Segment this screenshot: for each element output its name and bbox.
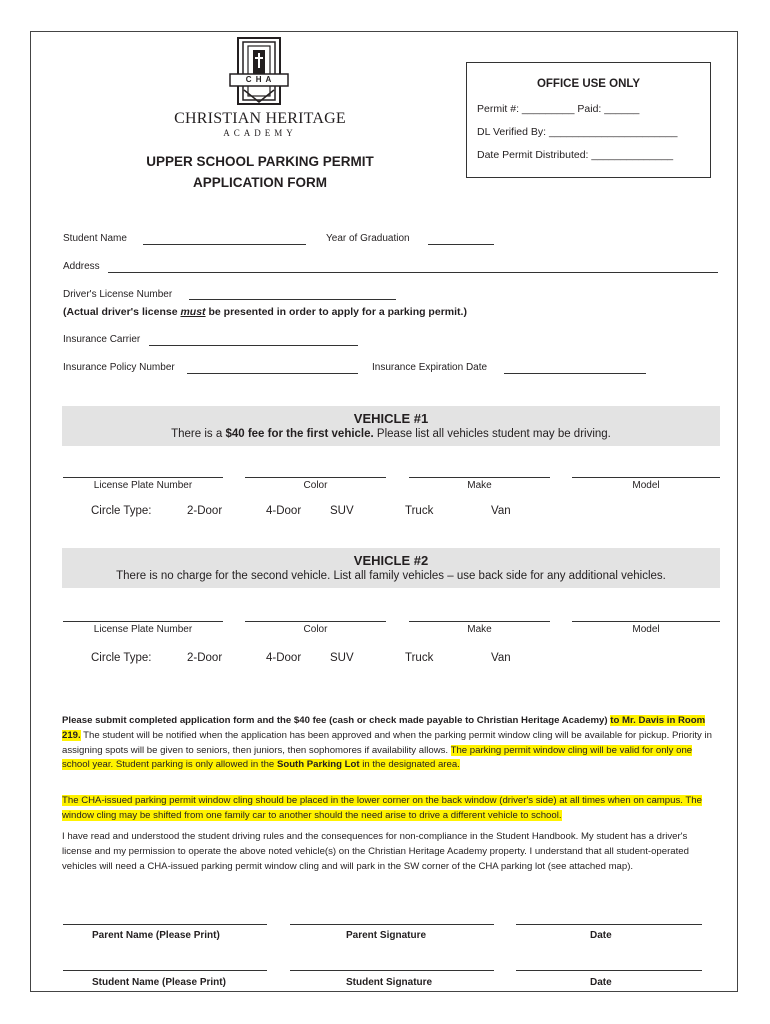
instr-p1-bold: Please submit completed application form and the $40 fee (cash or check made payable to Christian Heritage Academy) — [62, 715, 611, 726]
policy-field[interactable] — [187, 373, 358, 374]
vehicle1-title: VEHICLE #1 — [353, 411, 429, 426]
parent-signature-label: Parent Signature — [346, 930, 427, 941]
instructions-paragraph-3: I have read and understood the student driving rules and the consequences for non-compliance in the Student Handbook. My student has a driver's license and my permission to operate the above noted vehicle(s) on the Christian Heritage Academy property. I understand that all student-operated vehicles will need a CHA-issued parking permit window cling and will park in the SW corner of the CHA parking lot (see attached map). — [62, 831, 689, 872]
license-field[interactable] — [189, 299, 396, 300]
v1-option-van[interactable]: Van — [491, 505, 511, 517]
form-title — [90, 151, 430, 193]
vehicle1-band — [62, 406, 720, 446]
v1-option-4door[interactable]: 4-Door — [266, 505, 302, 517]
instructions-paragraph-2 — [62, 794, 712, 824]
v2-model-label: Model — [632, 624, 660, 635]
vehicle1-subtitle — [62, 428, 720, 440]
v2-option-4door[interactable]: 4-Door — [266, 652, 302, 664]
student-date-field[interactable] — [516, 970, 702, 971]
vehicle1-sub-a: There is a — [171, 428, 226, 440]
form-title-line1: UPPER SCHOOL PARKING PERMIT — [146, 154, 374, 169]
license-note-a: (Actual driver's license — [63, 306, 181, 318]
cha-logo-icon — [224, 36, 294, 106]
v1-model-field[interactable] — [572, 477, 720, 478]
vehicle2-band — [62, 548, 720, 588]
carrier-field[interactable] — [149, 345, 358, 346]
v1-circle-type-label: Circle Type: — [91, 505, 152, 517]
policy-label: Insurance Policy Number — [63, 362, 175, 373]
address-label: Address — [63, 261, 100, 272]
v1-option-truck[interactable]: Truck — [405, 505, 434, 517]
v2-option-van[interactable]: Van — [491, 652, 511, 664]
parent-name-label: Parent Name (Please Print) — [92, 930, 220, 941]
carrier-label: Insurance Carrier — [63, 334, 141, 345]
v1-option-2door[interactable]: 2-Door — [187, 505, 223, 517]
instr-p2-hl: The CHA-issued parking permit window cling should be placed in the lower corner on the back window (driver's side) at all times when on campus. The window cling may be shifted from one family car to another should the need arise to drive a different vehicle to school. — [62, 795, 702, 821]
instructions-paragraph-1 — [62, 714, 712, 773]
form-title-line2: APPLICATION FORM — [193, 175, 327, 190]
v1-color-field[interactable] — [245, 477, 386, 478]
v1-plate-field[interactable] — [63, 477, 223, 478]
v1-plate-label: License Plate Number — [93, 480, 193, 491]
year-grad-label: Year of Graduation — [326, 233, 410, 244]
parent-date-label: Date — [590, 930, 612, 941]
v2-color-label: Color — [303, 624, 328, 635]
license-note-b: be presented in order to apply for a parking permit.) — [205, 306, 467, 318]
license-note-must: must — [180, 306, 206, 318]
office-date-distributed: Date Permit Distributed: ______________ — [477, 149, 674, 161]
v2-make-field[interactable] — [409, 621, 550, 622]
v2-circle-type-label: Circle Type: — [91, 652, 152, 664]
instr-p1-text: The student will be notified when the application has been approved and when the parking permit window cling will be available for pickup. Priority in assigning spots will be given to seniors, then juniors, then sophomores if availability allows. — [62, 729, 712, 756]
instr-p1-hl-bold: South Parking Lot — [276, 759, 360, 771]
expiration-label: Insurance Expiration Date — [372, 362, 488, 373]
vehicle1-sub-b: Please list all vehicles student may be driving. — [373, 428, 611, 440]
v2-plate-field[interactable] — [63, 621, 223, 622]
school-name: CHRISTIAN HERITAGE — [174, 110, 346, 127]
student-name-sign-field[interactable] — [63, 970, 267, 971]
v2-plate-label: License Plate Number — [93, 624, 193, 635]
v2-model-field[interactable] — [572, 621, 720, 622]
school-sub: ACADEMY — [223, 128, 297, 138]
v2-make-label: Make — [467, 624, 492, 635]
v1-model-label: Model — [632, 480, 660, 491]
v1-make-label: Make — [467, 480, 492, 491]
parent-name-field[interactable] — [63, 924, 267, 925]
v1-color-label: Color — [303, 480, 328, 491]
office-use-box — [466, 62, 711, 178]
logo-text: C H A — [245, 75, 273, 84]
vehicle2-title: VEHICLE #2 — [353, 553, 429, 568]
student-date-label: Date — [590, 977, 612, 988]
license-label: Driver's License Number — [63, 289, 173, 300]
instr-p1-bold-hl: to Mr. Davis in Room 219. — [62, 715, 706, 741]
v1-make-field[interactable] — [409, 477, 550, 478]
office-dl-verified: DL Verified By: ______________________ — [477, 126, 678, 138]
v1-option-suv[interactable]: SUV — [330, 505, 354, 517]
student-name-field[interactable] — [143, 244, 306, 245]
student-signature-field[interactable] — [290, 970, 494, 971]
parent-signature-field[interactable] — [290, 924, 494, 925]
v2-option-truck[interactable]: Truck — [405, 652, 434, 664]
license-note — [63, 306, 467, 318]
student-name-sign-label: Student Name (Please Print) — [92, 977, 226, 988]
year-grad-field[interactable] — [428, 244, 494, 245]
v2-option-suv[interactable]: SUV — [330, 652, 354, 664]
instr-p1-hl-b: in the designated area. — [359, 759, 460, 771]
expiration-field[interactable] — [504, 373, 646, 374]
vehicle1-sub-bold: $40 fee for the first vehicle. — [225, 428, 374, 440]
v2-color-field[interactable] — [245, 621, 386, 622]
parent-date-field[interactable] — [516, 924, 702, 925]
office-heading: OFFICE USE ONLY — [536, 78, 641, 90]
student-signature-label: Student Signature — [346, 977, 433, 988]
office-permit: Permit #: _________ Paid: ______ — [477, 103, 640, 115]
instr-p1-hl-a: The parking permit window cling will be valid for only one school year. Student parking is only allowed in the — [62, 744, 693, 771]
student-name-label: Student Name — [63, 233, 127, 244]
vehicle2-subtitle: There is no charge for the second vehicle. List all family vehicles – use back side for any additional vehicles. — [116, 570, 666, 582]
v2-option-2door[interactable]: 2-Door — [187, 652, 223, 664]
address-field[interactable] — [108, 272, 718, 273]
